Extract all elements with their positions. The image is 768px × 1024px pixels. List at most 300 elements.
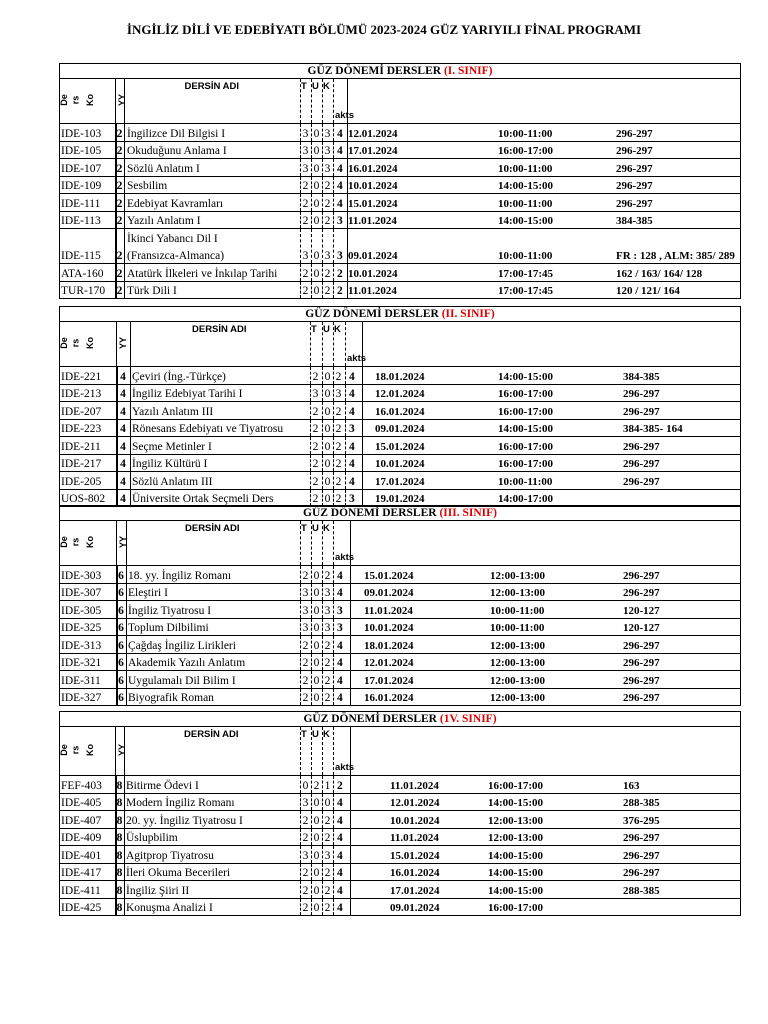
row-divider — [333, 124, 334, 141]
exam-date: 09.01.2024 — [364, 587, 414, 599]
row-divider — [322, 264, 323, 281]
row-divider — [310, 437, 311, 454]
header-divider — [311, 521, 312, 565]
row-divider — [311, 584, 312, 601]
row-divider — [333, 402, 334, 419]
row-divider — [115, 264, 117, 281]
u-header: U — [312, 523, 319, 534]
header-divider — [115, 79, 116, 123]
row-divider — [130, 490, 131, 507]
t-header: T — [301, 729, 307, 740]
k-value: 2 — [324, 884, 331, 897]
exam-room: 296-297 — [623, 475, 660, 488]
header-divider — [345, 322, 346, 366]
ders-kodu-header-part: rs — [70, 745, 81, 755]
yy-value: 8 — [116, 779, 123, 792]
row-divider — [300, 601, 301, 618]
row-divider — [126, 636, 127, 653]
row-divider — [345, 490, 346, 507]
akts-value: 4 — [349, 458, 355, 470]
course-code: IDE-313 — [61, 639, 102, 652]
ders-kodu-header-part: De — [58, 536, 69, 548]
row-divider — [345, 385, 346, 402]
k-value: 3 — [324, 604, 331, 617]
row-divider — [116, 420, 118, 437]
row-divider — [347, 159, 348, 176]
row-divider — [124, 864, 125, 881]
row-divider — [116, 636, 118, 653]
row-divider — [345, 437, 346, 454]
course-name: Bitirme Ödevi I — [126, 779, 199, 792]
exam-date: 17.01.2024 — [390, 884, 440, 897]
row-divider — [311, 864, 312, 881]
exam-date: 11.01.2024 — [390, 832, 439, 844]
course-name: Çağdaş İngiliz Lirikleri — [128, 639, 236, 652]
row-divider — [124, 264, 125, 281]
course-code: IDE-409 — [61, 832, 102, 844]
exam-time: 10:00-11:00 — [498, 162, 553, 175]
exam-time: 14:00-15:00 — [498, 370, 553, 383]
akts-value: 4 — [337, 162, 343, 175]
exam-time: 12:00-13:00 — [490, 569, 545, 582]
row-divider — [300, 212, 301, 229]
course-name: Modern İngiliz Romanı — [126, 797, 235, 809]
course-code: IDE-311 — [61, 674, 101, 687]
course-code: IDE-307 — [61, 587, 102, 599]
t-value: 2 — [302, 884, 309, 897]
table-row — [60, 811, 740, 829]
row-divider — [300, 829, 301, 846]
exam-room: 296-297 — [616, 162, 653, 175]
t-value: 2 — [302, 692, 309, 704]
ders-kodu-header-part: Ko — [85, 94, 95, 106]
row-divider — [300, 899, 301, 916]
k-value: 2 — [324, 267, 331, 280]
u-value: 0 — [313, 884, 320, 897]
row-divider — [116, 385, 118, 402]
exam-date: 15.01.2024 — [375, 440, 425, 453]
k-value: 2 — [324, 215, 331, 227]
course-code: IDE-113 — [61, 215, 101, 227]
exam-time: 10:00-11:00 — [498, 197, 553, 210]
u-value: 0 — [313, 197, 320, 210]
k-value: 3 — [324, 587, 331, 599]
row-divider — [322, 899, 323, 916]
header-divider — [126, 521, 127, 565]
t-value: 2 — [302, 674, 309, 687]
row-divider — [300, 776, 301, 793]
table-row — [60, 402, 740, 420]
row-divider — [311, 689, 312, 706]
u-value: 0 — [324, 475, 331, 488]
ders-kodu-header-part: rs — [70, 338, 81, 348]
row-divider — [124, 177, 125, 194]
exam-date: 09.01.2024 — [375, 423, 425, 435]
block-title-prefix: GÜZ DÖNEMİ DERSLER — [307, 65, 444, 77]
u-value: 0 — [324, 370, 331, 383]
exam-time: 14:00-15:00 — [488, 884, 543, 897]
course-code: IDE-115 — [61, 250, 101, 262]
exam-room: 288-385 — [623, 797, 660, 809]
block-class-label: (II. SINIF) — [441, 308, 495, 320]
row-divider — [130, 367, 131, 384]
column-header-row — [60, 322, 740, 367]
t-value: 2 — [302, 197, 309, 210]
row-divider — [126, 566, 127, 583]
yy-value: 2 — [116, 180, 123, 192]
header-divider — [350, 727, 351, 775]
u-value: 0 — [313, 250, 320, 262]
block-title — [60, 506, 740, 521]
header-divider — [116, 322, 117, 366]
row-divider — [130, 385, 131, 402]
yy-value: 6 — [118, 587, 124, 599]
yy-value: 2 — [116, 162, 123, 175]
row-divider — [350, 619, 351, 636]
row-divider — [124, 794, 125, 811]
row-divider — [322, 490, 323, 507]
row-divider — [311, 636, 312, 653]
row-divider — [333, 619, 334, 636]
course-name: 20. yy. İngiliz Tiyatrosu I — [126, 814, 243, 827]
akts-value: 3 — [337, 604, 343, 617]
akts-value: 3 — [349, 423, 355, 435]
t-value: 3 — [302, 162, 309, 175]
u-value: 0 — [324, 388, 331, 400]
header-divider — [362, 322, 363, 366]
yy-value: 8 — [116, 884, 123, 897]
u-header: U — [312, 81, 319, 92]
k-value: 2 — [324, 285, 331, 297]
k-value: 3 — [324, 250, 331, 262]
u-value: 0 — [313, 814, 320, 827]
row-divider — [322, 402, 323, 419]
row-divider — [322, 124, 323, 141]
yy-header: YY — [118, 535, 129, 549]
yy-value: 4 — [120, 370, 126, 383]
row-divider — [333, 194, 334, 211]
row-divider — [333, 264, 334, 281]
row-divider — [322, 829, 323, 846]
row-divider — [333, 177, 334, 194]
row-divider — [311, 124, 312, 141]
header-divider — [311, 79, 312, 123]
header-divider — [300, 727, 301, 775]
row-divider — [333, 584, 334, 601]
t-value: 2 — [312, 458, 319, 470]
ders-kodu-header-part: De — [58, 337, 69, 349]
yy-value: 8 — [116, 867, 123, 879]
akts-header: akts — [335, 110, 355, 121]
exam-room: 296-297 — [623, 657, 660, 669]
k-header: K — [323, 523, 330, 534]
course-code: IDE-411 — [61, 884, 101, 897]
exam-room: 384-385- 164 — [623, 423, 683, 435]
ders-kodu-header-part: Ko — [85, 536, 95, 548]
course-name: Sözlü Anlatım III — [132, 475, 213, 488]
k-header: K — [323, 81, 330, 92]
exam-date: 10.01.2024 — [348, 180, 398, 192]
akts-value: 2 — [337, 779, 343, 792]
k-value: 3 — [324, 622, 331, 634]
exam-time: 16:00-17:00 — [498, 458, 553, 470]
row-divider — [333, 367, 334, 384]
row-divider — [130, 402, 131, 419]
akts-value: 4 — [337, 867, 343, 879]
exam-date: 16.01.2024 — [390, 867, 440, 879]
course-name: Sözlü Anlatım I — [127, 162, 200, 175]
row-divider — [115, 776, 117, 793]
row-divider — [115, 124, 117, 141]
header-divider — [116, 521, 117, 565]
row-divider — [333, 811, 334, 828]
row-divider — [115, 794, 117, 811]
row-divider — [350, 794, 351, 811]
row-divider — [311, 899, 312, 916]
u-value: 0 — [324, 458, 331, 470]
row-divider — [311, 177, 312, 194]
row-divider — [124, 846, 125, 863]
row-divider — [345, 455, 346, 472]
table-row — [60, 671, 740, 689]
block-title — [60, 712, 740, 727]
u-value: 2 — [313, 779, 320, 792]
course-name: İkinci Yabancı Dil I — [127, 233, 218, 245]
yy-value: 2 — [116, 197, 123, 210]
row-divider — [350, 881, 351, 898]
row-divider — [115, 846, 117, 863]
row-divider — [345, 420, 346, 437]
row-divider — [115, 881, 117, 898]
row-divider — [333, 881, 334, 898]
row-divider — [116, 671, 118, 688]
u-value: 0 — [313, 849, 320, 862]
row-divider — [362, 490, 363, 507]
akts-value: 4 — [337, 145, 343, 157]
course-code: IDE-327 — [61, 692, 102, 704]
u-value: 0 — [324, 440, 331, 453]
row-divider — [311, 654, 312, 671]
akts-value: 4 — [337, 569, 343, 582]
row-divider — [311, 229, 312, 263]
row-divider — [333, 229, 334, 263]
row-divider — [333, 490, 334, 507]
exam-time: 12:00-13:00 — [490, 692, 545, 704]
u-value: 0 — [313, 622, 320, 634]
schedule-block-2 — [59, 306, 741, 507]
row-divider — [322, 881, 323, 898]
t-header: T — [301, 523, 307, 534]
course-name-line2: (Fransızca-Almanca) — [127, 250, 225, 262]
u-value: 0 — [313, 180, 320, 192]
akts-value: 4 — [337, 692, 343, 704]
table-row — [60, 490, 740, 507]
row-divider — [322, 385, 323, 402]
exam-room: 296-297 — [623, 692, 660, 704]
akts-header: akts — [335, 552, 355, 563]
yy-value: 4 — [120, 388, 126, 400]
akts-value: 4 — [337, 814, 343, 827]
exam-room: 296-297 — [623, 674, 660, 687]
row-divider — [310, 420, 311, 437]
row-divider — [126, 689, 127, 706]
row-divider — [116, 619, 118, 636]
dersin-adi-header: DERSİN ADI — [192, 324, 247, 335]
u-value: 0 — [313, 587, 320, 599]
row-divider — [300, 282, 301, 299]
u-value: 0 — [313, 832, 320, 844]
course-code: IDE-107 — [61, 162, 102, 175]
course-code: UOS-802 — [61, 493, 106, 505]
header-divider — [333, 521, 334, 565]
yy-value: 8 — [116, 902, 123, 914]
row-divider — [116, 472, 118, 489]
row-divider — [116, 437, 118, 454]
header-divider — [310, 322, 311, 366]
k-value: 2 — [335, 423, 342, 435]
k-value: 2 — [324, 832, 331, 844]
t-value: 2 — [302, 657, 309, 669]
row-divider — [311, 619, 312, 636]
akts-value: 3 — [337, 250, 343, 262]
course-code: TUR-170 — [61, 285, 106, 297]
u-value: 0 — [313, 692, 320, 704]
dersin-adi-header: DERSİN ADI — [185, 523, 240, 534]
table-row — [60, 776, 740, 794]
exam-room: 163 — [623, 779, 640, 792]
yy-value: 8 — [116, 849, 123, 862]
exam-time: 14:00-17:00 — [498, 493, 553, 505]
exam-room: 120-127 — [623, 604, 660, 617]
row-divider — [333, 829, 334, 846]
k-header: K — [334, 324, 341, 335]
t-header: T — [301, 81, 307, 92]
row-divider — [322, 142, 323, 159]
t-value: 2 — [302, 180, 309, 192]
exam-date: 12.01.2024 — [348, 127, 398, 140]
table-row — [60, 455, 740, 473]
akts-value: 4 — [349, 440, 355, 453]
t-value: 3 — [312, 388, 319, 400]
row-divider — [126, 619, 127, 636]
exam-room: 296-297 — [623, 867, 660, 879]
row-divider — [333, 437, 334, 454]
exam-time: 14:00-15:00 — [488, 867, 543, 879]
header-divider — [115, 727, 116, 775]
row-divider — [311, 794, 312, 811]
t-value: 2 — [302, 569, 309, 582]
course-code: FEF-403 — [61, 779, 102, 792]
exam-date: 16.01.2024 — [375, 405, 425, 418]
row-divider — [116, 367, 118, 384]
row-divider — [124, 142, 125, 159]
row-divider — [322, 159, 323, 176]
row-divider — [310, 455, 311, 472]
row-divider — [347, 212, 348, 229]
u-value: 0 — [313, 674, 320, 687]
row-divider — [300, 194, 301, 211]
row-divider — [300, 124, 301, 141]
ders-kodu-header-part: rs — [70, 95, 81, 105]
akts-value: 4 — [349, 388, 355, 400]
row-divider — [311, 601, 312, 618]
k-value: 2 — [324, 569, 331, 582]
exam-room: 384-385 — [623, 370, 660, 383]
row-divider — [311, 811, 312, 828]
course-code: IDE-211 — [61, 440, 101, 453]
exam-date: 11.01.2024 — [348, 285, 397, 297]
row-divider — [115, 899, 117, 916]
exam-room: 296-297 — [623, 849, 660, 862]
exam-time: 10:00-11:00 — [490, 604, 545, 617]
yy-value: 2 — [116, 127, 123, 140]
yy-value: 8 — [116, 832, 123, 844]
yy-value: 6 — [118, 639, 124, 652]
row-divider — [322, 601, 323, 618]
akts-value: 4 — [337, 884, 343, 897]
exam-time: 16:00-17:00 — [498, 388, 553, 400]
exam-room: 296-297 — [623, 639, 660, 652]
row-divider — [322, 776, 323, 793]
u-value: 0 — [313, 604, 320, 617]
row-divider — [115, 159, 117, 176]
row-divider — [350, 776, 351, 793]
row-divider — [333, 899, 334, 916]
k-value: 2 — [324, 639, 331, 652]
exam-time: 12:00-13:00 — [490, 674, 545, 687]
course-code: IDE-325 — [61, 622, 102, 634]
table-row — [60, 124, 740, 142]
t-value: 3 — [302, 849, 309, 862]
row-divider — [311, 194, 312, 211]
exam-room: FR : 128 , ALM: 385/ 289 — [616, 250, 735, 262]
exam-room: 120 / 121/ 164 — [616, 285, 680, 297]
row-divider — [350, 811, 351, 828]
k-value: 3 — [324, 145, 331, 157]
exam-date: 15.01.2024 — [364, 569, 414, 582]
row-divider — [322, 671, 323, 688]
course-name: Eleştiri I — [128, 587, 168, 599]
row-divider — [124, 811, 125, 828]
course-code: IDE-207 — [61, 405, 102, 418]
exam-time: 16:00-17:00 — [498, 405, 553, 418]
row-divider — [124, 829, 125, 846]
row-divider — [124, 229, 125, 263]
u-value: 0 — [313, 902, 320, 914]
row-divider — [350, 899, 351, 916]
table-row — [60, 472, 740, 490]
k-value: 2 — [335, 475, 342, 488]
header-divider — [124, 727, 125, 775]
exam-date: 15.01.2024 — [390, 849, 440, 862]
row-divider — [300, 229, 301, 263]
course-code: IDE-111 — [61, 197, 101, 210]
row-divider — [362, 402, 363, 419]
t-value: 2 — [302, 267, 309, 280]
t-value: 0 — [302, 779, 309, 792]
exam-time: 10:00-11:00 — [490, 622, 545, 634]
t-value: 2 — [302, 902, 309, 914]
exam-date: 12.01.2024 — [390, 797, 440, 809]
row-divider — [333, 601, 334, 618]
table-row — [60, 619, 740, 637]
header-divider — [300, 521, 301, 565]
row-divider — [347, 264, 348, 281]
table-row — [60, 229, 740, 264]
row-divider — [300, 264, 301, 281]
akts-value: 4 — [349, 475, 355, 488]
row-divider — [124, 124, 125, 141]
